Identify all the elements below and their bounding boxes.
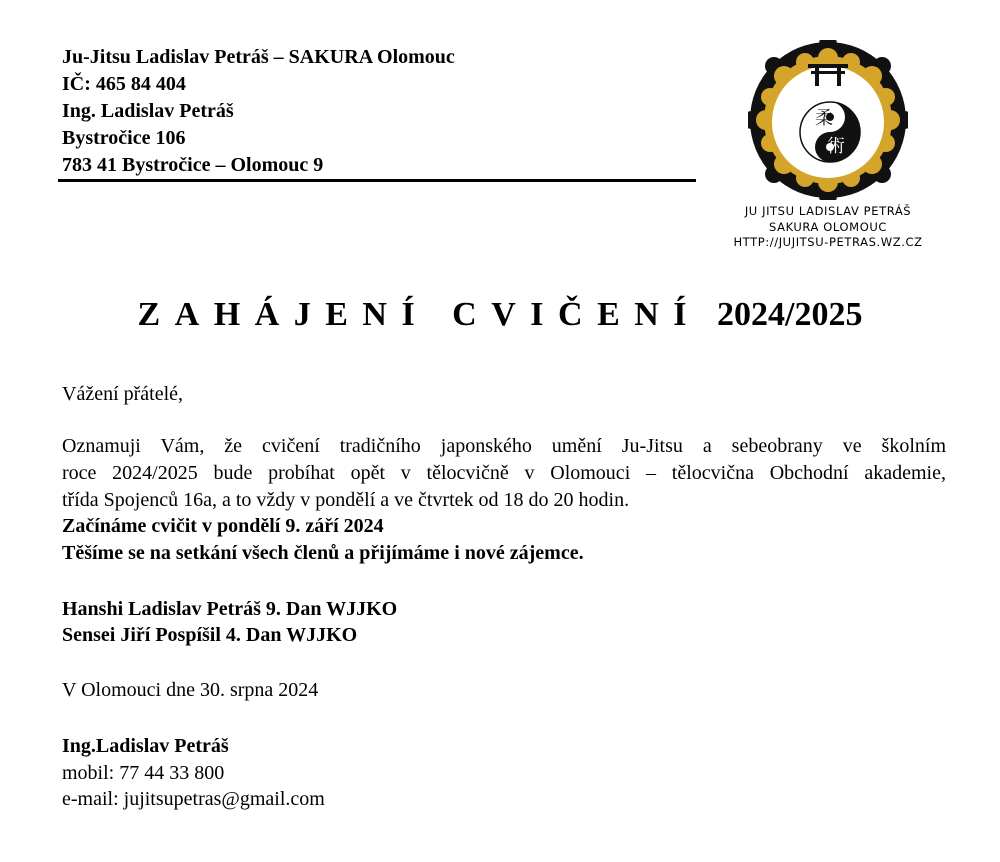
instructor-hanshi: Hanshi Ladislav Petráš 9. Dan WJJKO — [62, 598, 398, 620]
sender-city: 783 41 Bystročice – Olomouc 9 — [62, 154, 324, 176]
logo-kanji-bottom: 術 — [827, 136, 845, 157]
paragraph-line: Oznamuji Vám, že cvičení tradičního japonského umění Ju-Jitsu a sebeobrany ve školním — [62, 435, 946, 457]
signature-name: Ing.Ladislav Petráš — [62, 735, 229, 757]
page-title — [0, 293, 1000, 337]
sender-address-block — [62, 44, 698, 179]
instructor-sensei: Sensei Jiří Pospíšil 4. Dan WJJKO — [62, 624, 358, 646]
paragraph-line: roce 2024/2025 bude probíhat opět v tělocvičně v Olomouci – tělocvična Obchodní akademie, — [62, 462, 946, 484]
logo-caption — [700, 204, 956, 251]
sender-name: Ing. Ladislav Petráš — [62, 100, 234, 122]
logo-caption-city: SAKURA OLOMOUC — [769, 219, 887, 234]
logo-caption-url: HTTP://JUJITSU-PETRAS.WZ.CZ — [733, 235, 923, 249]
logo-caption-club: JU JITSU LADISLAV PETRÁŠ — [744, 204, 912, 218]
title-year: 2024/2025 — [717, 296, 863, 333]
paragraph-line: třída Spojenců 16a, a to vždy v pondělí a ve čtvrtek od 18 do 20 hodin. — [62, 489, 630, 511]
company-id: IČ: 465 84 404 — [62, 73, 186, 95]
club-name: Ju-Jitsu Ladislav Petráš – SAKURA Olomouc — [62, 46, 455, 68]
announcement-paragraph — [62, 433, 946, 514]
logo-kanji-top: 柔 — [815, 108, 833, 129]
signature-email: e-mail: jujitsupetras@gmail.com — [62, 788, 325, 810]
greeting: Vážení přátelé, — [62, 383, 184, 405]
signature-mobile: mobil: 77 44 33 800 — [62, 762, 225, 784]
title-text: ZAHÁJENÍ CVIČENÍ — [137, 296, 702, 333]
club-logo — [748, 40, 908, 200]
sender-street: Bystročice 106 — [62, 127, 186, 149]
header-divider — [58, 179, 696, 182]
welcome-notice: Těšíme se na setkání všech členů a přijímáme i nové zájemce. — [62, 542, 584, 564]
start-date-notice: Začínáme cvičit v pondělí 9. září 2024 — [62, 515, 384, 537]
date-line: V Olomouci dne 30. srpna 2024 — [62, 679, 319, 701]
